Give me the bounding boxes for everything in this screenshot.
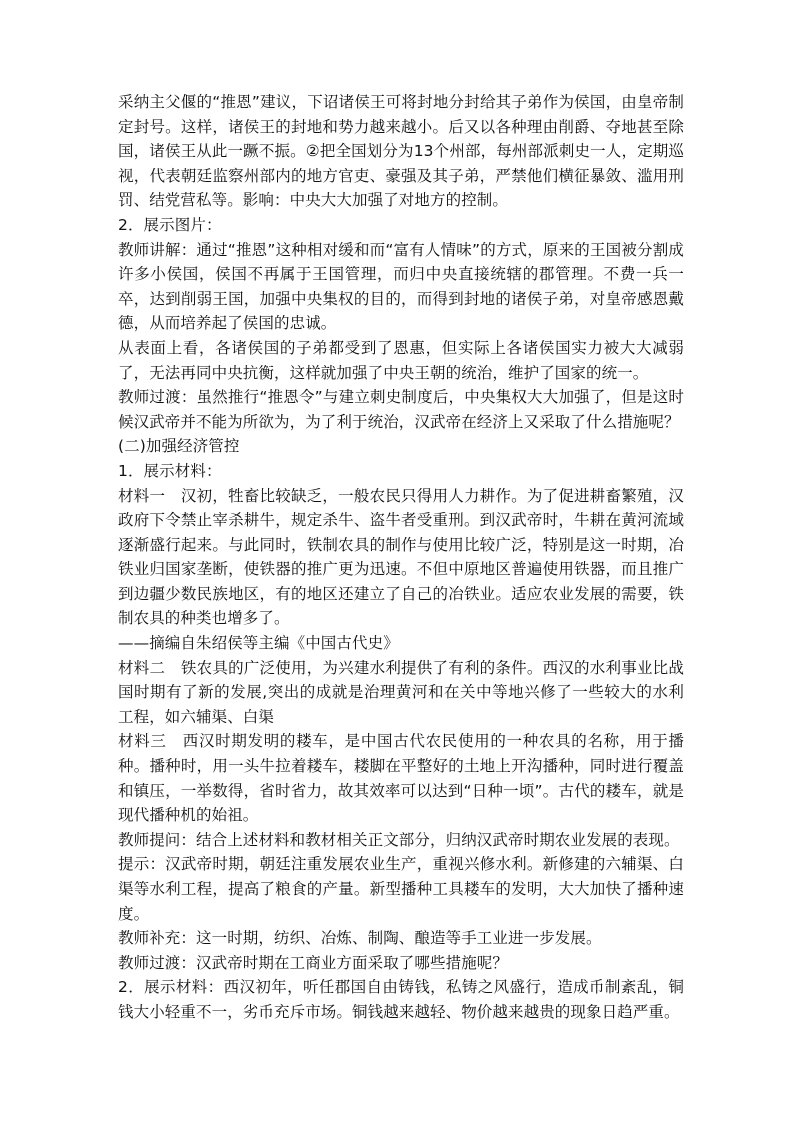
paragraph-material-one: 材料一 汉初，牲畜比较缺乏，一般农民只得用人力耕作。为了促进耕畜繁殖，汉政府下令禁止宰杀耕牛，规定杀牛、盗牛者受重刑。到汉武帝时，牛耕在黄河流域逐渐盛行起来。与此同时，铁制农具的制作与使用比较广泛，特别是这一时期，冶铁业归国家垄断，使铁器的推广更为迅速。不但中原地区普遍使用铁器，而且推广到边疆少数民族地区，有的地区还建立了自己的冶铁业。适应农业发展的需要，铁制农具的种类也增多了。 (118, 486, 684, 628)
paragraph-teacher-question: 教师提问：结合上述材料和教材相关正文部分，归纳汉武帝时期农业发展的表现。 (118, 830, 680, 849)
paragraph-tuien-policy: 采纳主父偃的“推恩”建议，下诏诸侯王可将封地分封给其子弟作为侯国，由皇帝制定封号。这样，诸侯王的封地和势力越来越小。后又以各种理由削爵、夺地甚至除国，诸侯王从此一蹶不振。②把全国划分为13个州部，每州部派刺史一人，定期巡视，代表朝廷监察州部内的地方官吏、豪强及其子弟，严禁他们横征暴敛、滥用刑罚、结党营私等。影响：中央大大加强了对地方的控制。 (118, 93, 684, 210)
paragraph-hint: 提示：汉武帝时期，朝廷注重发展农业生产，重视兴修水利。新修建的六辅渠、白渠等水利工程，提高了粮食的产量。新型播种工具耧车的发明，大大加快了播种速度。 (118, 855, 684, 923)
paragraph-teacher-explanation: 教师讲解：通过“推恩”这种相对缓和而“富有人情味”的方式，原来的王国被分割成许多小侯国，侯国不再属于王国管理，而归中央直接统辖的郡管理。不费一兵一卒，达到削弱王国，加强中央集权的目的，而得到封地的诸侯子弟，对皇帝感恩戴德，从而培养起了侯国的忠诚。 (118, 240, 684, 333)
paragraph-material-currency: 2．展示材料：西汉初年，听任郡国自由铸钱，私铸之风盛行，造成币制紊乱，铜钱大小轻重不一，劣币充斥市场。铜钱越来越轻、物价越来越贵的现象日趋严重。 (118, 978, 684, 1021)
heading-show-material: 1．展示材料： (118, 461, 222, 480)
section-heading-economy: (二)加强经济管控 (118, 437, 240, 456)
paragraph-material-three: 材料三 西汉时期发明的耧车，是中国古代农民使用的一种农具的名称，用于播种。播种时，用一头牛拉着耧车，耧脚在平整好的土地上开沟播种，同时进行覆盖和镇压，一举数得，省时省力，故其效率可以达到“日种一顷”。古代的耧车，就是现代播种机的始祖。 (118, 732, 684, 825)
paragraph-surface-analysis: 从表面上看，各诸侯国的子弟都受到了恩惠，但实际上各诸侯国实力被大大减弱了，无法再同中央抗衡，这样就加强了中央王朝的统治，维护了国家的统一。 (118, 338, 684, 382)
paragraph-transition-commerce: 教师过渡：汉武帝时期在工商业方面采取了哪些措施呢？ (118, 953, 509, 972)
heading-show-picture: 2．展示图片： (118, 215, 222, 234)
paragraph-teacher-transition: 教师过渡：虽然推行“推恩令”与建立刺史制度后，中央集权大大加强了，但是这时候汉武帝并不能为所欲为，为了利于统治，汉武帝在经济上又采取了什么措施呢？ (118, 388, 684, 431)
paragraph-teacher-supplement: 教师补充：这一时期，纺织、冶炼、制陶、酿造等手工业进一步发展。 (118, 929, 602, 948)
paragraph-material-two: 材料二 铁农具的广泛使用，为兴建水利提供了有利的条件。西汉的水利事业比战国时期有了新的发展,突出的成就是治理黄河和在关中等地兴修了一些较大的水利工程，如六辅渠、白渠 (118, 658, 684, 726)
paragraph-source-citation: ——摘编自朱绍侯等主编《中国古代史》 (118, 634, 399, 653)
document-page (118, 90, 684, 1025)
